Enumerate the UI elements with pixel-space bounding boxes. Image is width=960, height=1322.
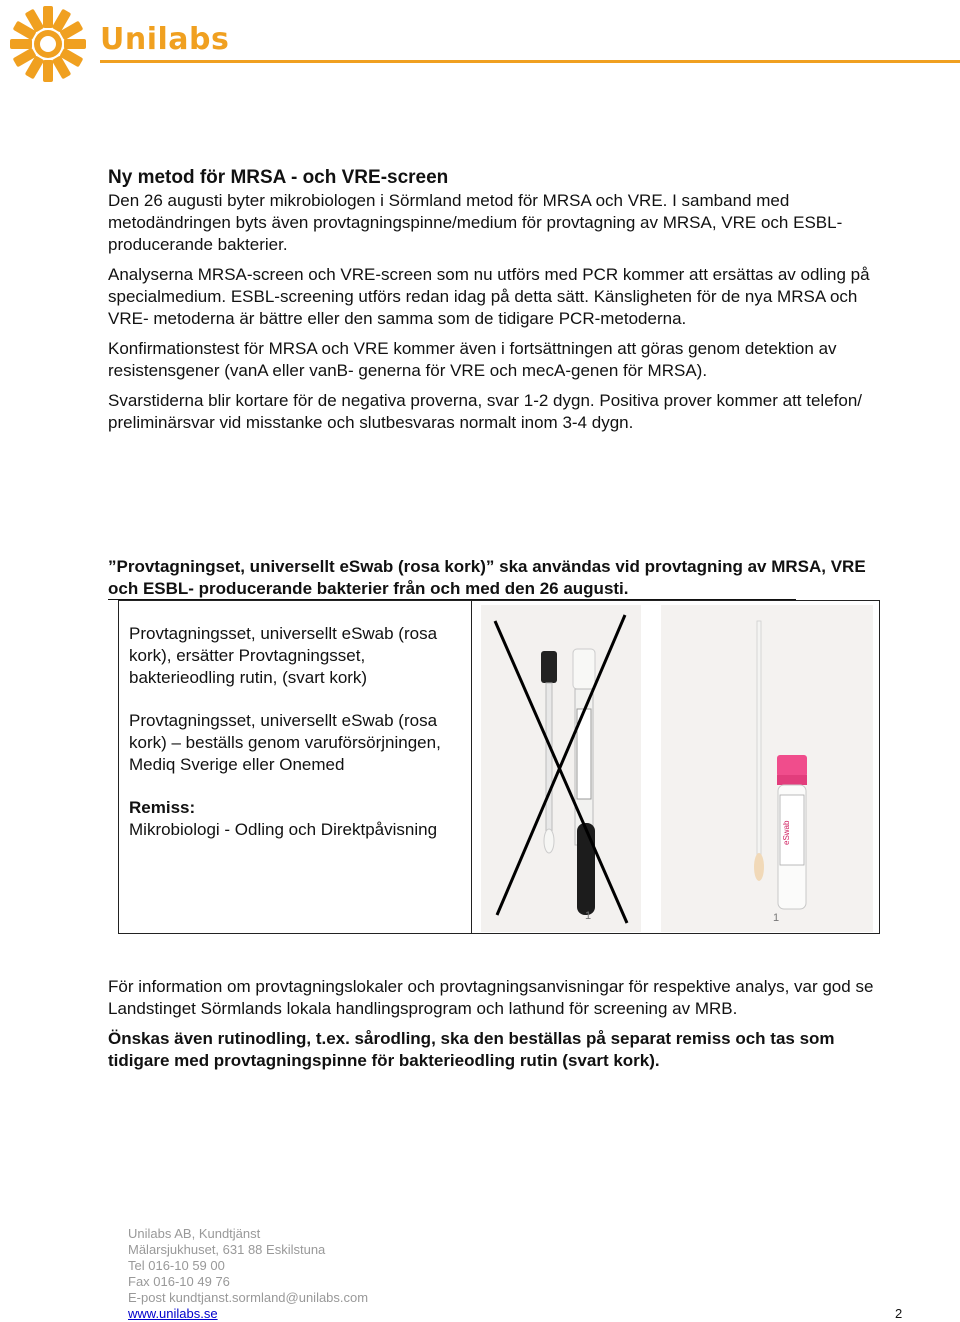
footer-website-link[interactable]: www.unilabs.se	[128, 1306, 218, 1321]
box-remiss-value: Mikrobiologi - Odling och Direktpåvisning	[129, 820, 438, 839]
lead-statement: ”Provtagningset, universellt eSwab (rosa kork)” ska användas vid provtagning av MRSA, VRE och ESBL- producerande bakterier från och med den 26 augusti.	[108, 557, 866, 598]
closing-section	[108, 976, 878, 1072]
footer-phone: Tel 016-10 59 00	[128, 1258, 225, 1273]
routine-culture-note: Önskas även rutinodling, t.ex. sårodling, ska den beställas på separat remiss och tas som tidigare med provtagningspinne för bakterieodling rutin (svart kork).	[108, 1029, 835, 1070]
swab-info-text	[129, 623, 459, 841]
article-title: Ny metod för MRSA - och VRE-screen	[108, 167, 449, 188]
swab-info-box	[118, 600, 880, 934]
paragraph-confirmation: Konfirmationstest för MRSA och VRE kommer även i fortsättningen att göras genom detektion av resistensgener (vanA eller vanB- generna för VRE och mecA-genen för MRSA).	[108, 339, 837, 380]
header-rule	[100, 60, 960, 63]
paragraph-intro: Den 26 augusti byter mikrobiologen i Sörmland metod för MRSA och VRE. I samband med metodändringen byts även provtagningspinne/medium för provtagning av MRSA, VRE och ESBL-producerande bakterier.	[108, 191, 843, 254]
old-swab-photo	[481, 605, 641, 932]
page-footer	[128, 1226, 828, 1322]
brand-name: Unilabs	[100, 22, 230, 57]
footer-company: Unilabs AB, Kundtjänst	[128, 1226, 261, 1241]
box-divider	[471, 601, 472, 933]
article-body	[108, 166, 878, 434]
new-eswab-photo	[661, 605, 873, 932]
old-swab-number: 1	[585, 910, 592, 922]
page-number: 2	[895, 1306, 903, 1321]
new-swab-number: 1	[773, 912, 780, 924]
unilabs-logo-icon	[6, 4, 90, 84]
eswab-label-text: eSwab	[782, 820, 791, 845]
info-paragraph: För information om provtagningslokaler och provtagningsanvisningar för respektive analys, var god se Landstinget Sörmlands lokala handlingsprogram och lathund för screening av MRB.	[108, 977, 874, 1018]
paragraph-analysis: Analyserna MRSA-screen och VRE-screen som nu utförs med PCR kommer att ersättas av odling på specialmedium. ESBL-screening utförs redan idag på detta sätt. Känsligheten för de nya MRSA och VRE- metoderna är bättre eller den samma som de tidigare PCR-metoderna.	[108, 265, 870, 328]
box-ordering-text: Provtagningsset, universellt eSwab (rosa kork) – beställs genom varuförsörjningen, Mediq Sverige eller Onemed	[129, 711, 441, 774]
footer-address: Mälarsjukhuset, 631 88 Eskilstuna	[128, 1242, 326, 1257]
box-remiss-label: Remiss:	[129, 798, 196, 817]
box-replacement-text: Provtagningsset, universellt eSwab (rosa kork), ersätter Provtagningsset, bakterieodling rutin, (svart kork)	[129, 624, 438, 687]
footer-email: E-post kundtjanst.sormland@unilabs.com	[128, 1290, 369, 1305]
page-header	[0, 0, 960, 90]
paragraph-response-times: Svarstiderna blir kortare för de negativa proverna, svar 1-2 dygn. Positiva prover kommer att telefon/ preliminärsvar vid misstanke och slutbesvaras normalt inom 3-4 dygn.	[108, 391, 863, 432]
footer-fax: Fax 016-10 49 76	[128, 1274, 230, 1289]
